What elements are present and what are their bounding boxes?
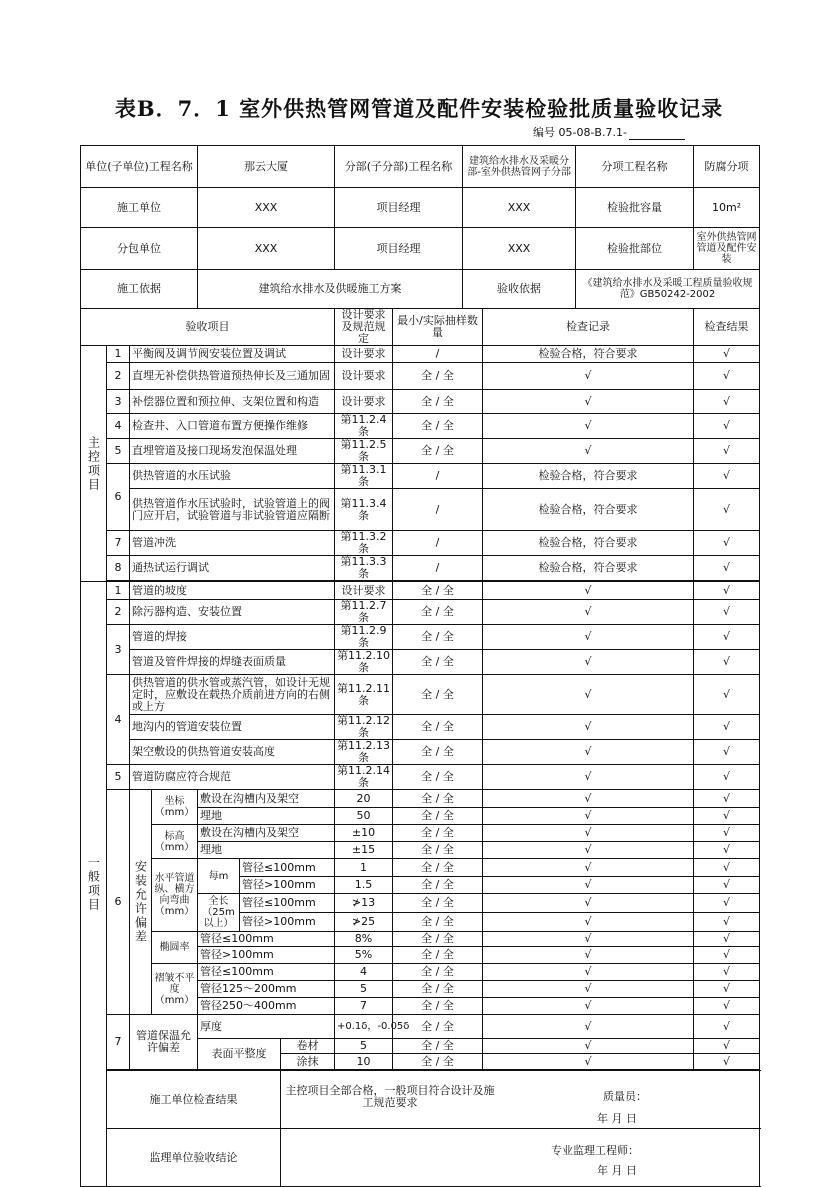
result-value: √: [694, 981, 760, 998]
ovality-label: 椭圆率: [152, 932, 198, 964]
design-value: 第11.2.11条: [335, 675, 393, 715]
design-value: 第11.2.9条: [335, 625, 393, 650]
result-value: √: [694, 790, 760, 808]
result-value: √: [694, 740, 760, 765]
inspection-table: [80, 145, 760, 1187]
record-value: √: [483, 390, 694, 414]
item-text: 管道及管件焊接的焊缝表面质量: [130, 650, 335, 675]
item-text: 通热试运行调试: [130, 556, 335, 581]
record-value: √: [483, 582, 694, 600]
part-label: 检验批部位: [576, 228, 694, 270]
record-value: √: [483, 825, 694, 842]
dev-text: 管径>100mm: [198, 947, 335, 964]
record-value: √: [483, 765, 694, 790]
col-record: 检查记录: [483, 309, 694, 346]
design-value: 第11.3.3条: [335, 556, 393, 581]
sample-value: 全 / 全: [393, 790, 483, 808]
item-no: 3: [107, 625, 130, 675]
result-value: √: [694, 650, 760, 675]
insulation-label: 管道保温允许偏差: [130, 1015, 198, 1070]
sample-value: 全 / 全: [393, 932, 483, 947]
result-value: √: [694, 582, 760, 600]
acceptance-value: 《建筑给水排水及采暖工程质量验收规范》GB50242-2002: [576, 270, 760, 309]
item-text: 管道的坡度: [130, 582, 335, 600]
sample-value: 全 / 全: [393, 894, 483, 913]
record-value: √: [483, 894, 694, 913]
horizontal-bend-label: 水平管道纵、横方向弯曲（mm）: [152, 859, 198, 932]
per-meter-label: 每m: [198, 859, 240, 894]
design-value: 设计要求: [335, 390, 393, 414]
item-no: 8: [107, 556, 130, 581]
design-value: 第11.3.2条: [335, 531, 393, 556]
item-text: 补偿器位置和预拉伸、支架位置和构造: [130, 390, 335, 414]
sample-value: 全 / 全: [393, 1054, 483, 1070]
record-value: √: [483, 947, 694, 964]
record-value: √: [483, 932, 694, 947]
sample-value: 全 / 全: [393, 981, 483, 998]
design-value: 8%: [335, 932, 393, 947]
contractor-label: 施工单位: [81, 188, 198, 228]
design-value: ±10: [335, 825, 393, 842]
dev-text: 敷设在沟槽内及架空: [198, 790, 335, 808]
basis-label: 施工依据: [81, 270, 198, 309]
item-text: 地沟内的管道安装位置: [130, 715, 335, 740]
sample-value: 全 / 全: [393, 439, 483, 464]
record-value: √: [483, 842, 694, 859]
dev-text: 埋地: [198, 842, 335, 859]
result-value: √: [694, 825, 760, 842]
item-text: 检查井、入口管道布置方便操作维修: [130, 414, 335, 439]
sample-value: 全 / 全: [393, 582, 483, 600]
design-value: 第11.2.7条: [335, 600, 393, 625]
col-sample: 最小/实际抽样数量: [393, 309, 483, 346]
item-no: 5: [107, 439, 130, 464]
result-value: √: [694, 913, 760, 932]
result-value: √: [694, 964, 760, 981]
supervisor-result: [281, 1129, 760, 1187]
record-value: √: [483, 877, 694, 894]
sub-label: 分部(子分部)工程名称: [335, 146, 463, 188]
sample-value: 全 / 全: [393, 414, 483, 439]
design-value: 4: [335, 964, 393, 981]
design-value: 第11.2.10条: [335, 650, 393, 675]
sample-value: 全 / 全: [393, 675, 483, 715]
main-control-label: 主控项目: [81, 346, 107, 582]
sample-value: 全 / 全: [393, 808, 483, 825]
full-length-label: 全长（25m以上）: [198, 894, 240, 932]
record-value: √: [483, 625, 694, 650]
dev-text: 管径≤100mm: [240, 859, 335, 877]
result-value: √: [694, 877, 760, 894]
deviation-label: 安装允许偏差: [130, 790, 152, 1015]
contractor-result-text: 主控项目全部合格，一般项目符合设计及施工规范要求: [285, 1084, 495, 1109]
result-value: √: [694, 842, 760, 859]
dev-text: 管径250～400mm: [198, 998, 335, 1015]
sample-value: 全 / 全: [393, 740, 483, 765]
part-value: 室外供热管网管道及配件安装: [694, 228, 760, 270]
sample-value: 全 / 全: [393, 363, 483, 390]
qc-date: 年 月 日: [597, 1112, 638, 1125]
elevation-label: 标高（mm）: [152, 825, 198, 859]
record-value: √: [483, 1015, 694, 1039]
sample-value: /: [393, 464, 483, 489]
result-value: √: [694, 600, 760, 625]
sample-value: 全 / 全: [393, 765, 483, 790]
capacity-label: 检验批容量: [576, 188, 694, 228]
result-value: √: [694, 715, 760, 740]
contractor-result-label: 施工单位检查结果: [107, 1071, 281, 1129]
design-value: 1.5: [335, 877, 393, 894]
design-value: 设计要求: [335, 582, 393, 600]
item-no: 1: [107, 582, 130, 600]
pm2-value: XXX: [463, 228, 576, 270]
result-value: √: [694, 439, 760, 464]
subcontractor-value: XXX: [198, 228, 335, 270]
document-code: 编号 05-08-B.7.1-: [533, 124, 685, 140]
result-value: √: [694, 932, 760, 947]
dev-text: 涂抹: [281, 1054, 335, 1070]
design-value: 7: [335, 998, 393, 1015]
design-value: ±15: [335, 842, 393, 859]
item-no: 4: [107, 675, 130, 765]
sample-value: /: [393, 556, 483, 581]
item-text: 平衡阀及调节阀安装位置及调试: [130, 346, 335, 363]
design-value: +0.1δ，-0.05δ: [335, 1015, 393, 1039]
pm-label: 项目经理: [335, 188, 463, 228]
supervisor-date: 年 月 日: [597, 1164, 638, 1177]
sample-value: /: [393, 346, 483, 363]
design-value: 10: [335, 1054, 393, 1070]
record-value: √: [483, 1039, 694, 1054]
coord-label: 坐标（mm）: [152, 790, 198, 825]
subcontractor-label: 分包单位: [81, 228, 198, 270]
result-value: √: [694, 894, 760, 913]
item-no: 2: [107, 363, 130, 390]
design-value: 1: [335, 859, 393, 877]
record-value: 检验合格，符合要求: [483, 556, 694, 581]
supervisor-label: 监理单位验收结论: [107, 1129, 281, 1187]
dev-text: 管径≤100mm: [198, 964, 335, 981]
item-text: 供热管道的供水管或蒸汽管，如设计无规定时，应敷设在载热介质前进方向的右侧或上方: [130, 675, 335, 715]
design-value: 设计要求: [335, 346, 393, 363]
record-value: √: [483, 913, 694, 932]
unit-label: 单位(子单位)工程名称: [81, 146, 198, 188]
result-value: √: [694, 1054, 760, 1070]
item-no: 6: [107, 790, 130, 1015]
dev-text: 厚度: [198, 1015, 335, 1039]
dev-text: 卷材: [281, 1039, 335, 1054]
design-value: 5%: [335, 947, 393, 964]
record-value: √: [483, 675, 694, 715]
record-value: 检验合格，符合要求: [483, 489, 694, 531]
record-value: √: [483, 740, 694, 765]
record-value: √: [483, 363, 694, 390]
design-value: 第11.2.5条: [335, 439, 393, 464]
result-value: √: [694, 765, 760, 790]
dev-text: 敷设在沟槽内及架空: [198, 825, 335, 842]
design-value: 5: [335, 981, 393, 998]
record-value: √: [483, 790, 694, 808]
record-value: √: [483, 414, 694, 439]
item-text: 架空敷设的供热管道安装高度: [130, 740, 335, 765]
design-value: ≯25: [335, 913, 393, 932]
record-value: √: [483, 859, 694, 877]
record-value: √: [483, 650, 694, 675]
result-value: √: [694, 947, 760, 964]
sample-value: 全 / 全: [393, 1015, 483, 1039]
record-value: √: [483, 998, 694, 1015]
design-value: 第11.2.12条: [335, 715, 393, 740]
col-item: 验收项目: [81, 309, 335, 346]
record-value: √: [483, 981, 694, 998]
item-text: 管道的焊接: [130, 625, 335, 650]
basis-value: 建筑给水排水及供暖施工方案: [198, 270, 463, 309]
result-value: √: [694, 998, 760, 1015]
result-value: √: [694, 625, 760, 650]
flatness-label: 表面平整度: [198, 1039, 281, 1070]
item-text: 直埋管道及接口现场发泡保温处理: [130, 439, 335, 464]
design-value: 20: [335, 790, 393, 808]
sub-value: 建筑给水排水及采暖分部-室外供热管网子分部: [463, 146, 576, 188]
design-value: 5: [335, 1039, 393, 1054]
item-text: 除污器构造、安装位置: [130, 600, 335, 625]
record-value: 检验合格，符合要求: [483, 531, 694, 556]
sample-value: 全 / 全: [393, 998, 483, 1015]
sample-value: 全 / 全: [393, 913, 483, 932]
design-value: 第11.3.4条: [335, 489, 393, 531]
col-design: 设计要求及规范规定: [335, 309, 393, 346]
record-value: √: [483, 964, 694, 981]
item-label: 分项工程名称: [576, 146, 694, 188]
result-value: √: [694, 808, 760, 825]
record-value: √: [483, 439, 694, 464]
design-value: 第11.2.13条: [335, 740, 393, 765]
item-text: 供热管道的水压试验: [130, 464, 335, 489]
contractor-result: [281, 1071, 760, 1129]
record-value: √: [483, 715, 694, 740]
record-value: √: [483, 600, 694, 625]
sample-value: 全 / 全: [393, 650, 483, 675]
result-value: √: [694, 363, 760, 390]
design-value: 第11.3.1条: [335, 464, 393, 489]
item-value: 防腐分项: [694, 146, 760, 188]
item-no: 3: [107, 390, 130, 414]
design-value: 50: [335, 808, 393, 825]
result-value: √: [694, 1015, 760, 1039]
sample-value: 全 / 全: [393, 390, 483, 414]
capacity-value: 10m²: [694, 188, 760, 228]
dev-text: 管径125～200mm: [198, 981, 335, 998]
item-text: 管道防腐应符合规范: [130, 765, 335, 790]
item-no: 7: [107, 1015, 130, 1070]
result-value: √: [694, 464, 760, 489]
general-label: 一般项目: [81, 582, 107, 1187]
sample-value: /: [393, 531, 483, 556]
item-text: 供热管道作水压试验时，试验管道上的阀门应开启，试验管道与非试验管道应隔断: [130, 489, 335, 531]
design-value: 设计要求: [335, 363, 393, 390]
document-title: 表B．7．1 室外供热管网管道及配件安装检验批质量验收记录: [114, 96, 724, 121]
sample-value: 全 / 全: [393, 842, 483, 859]
result-value: √: [694, 859, 760, 877]
dev-text: 管径≤100mm: [198, 932, 335, 947]
record-value: √: [483, 1054, 694, 1070]
result-value: √: [694, 346, 760, 363]
sample-value: 全 / 全: [393, 625, 483, 650]
item-text: 直埋无补偿供热管道预热伸长及三通加固: [130, 363, 335, 390]
result-value: √: [694, 414, 760, 439]
record-value: √: [483, 808, 694, 825]
sample-value: 全 / 全: [393, 964, 483, 981]
result-value: √: [694, 531, 760, 556]
result-value: √: [694, 556, 760, 581]
sample-value: 全 / 全: [393, 715, 483, 740]
dev-text: 管径≤100mm: [240, 894, 335, 913]
sample-value: 全 / 全: [393, 600, 483, 625]
result-value: √: [694, 675, 760, 715]
supervisor-engineer-label: 专业监理工程师：: [551, 1144, 640, 1157]
col-result: 检查结果: [694, 309, 760, 346]
item-no: 2: [107, 600, 130, 625]
sample-value: 全 / 全: [393, 825, 483, 842]
dev-text: 管径>100mm: [240, 913, 335, 932]
result-value: √: [694, 1039, 760, 1054]
result-value: √: [694, 489, 760, 531]
pm2-label: 项目经理: [335, 228, 463, 270]
qc-label: 质量员：: [603, 1090, 648, 1103]
record-value: 检验合格，符合要求: [483, 346, 694, 363]
dev-text: 管径>100mm: [240, 877, 335, 894]
sample-value: 全 / 全: [393, 877, 483, 894]
sample-value: 全 / 全: [393, 859, 483, 877]
dev-text: 埋地: [198, 808, 335, 825]
item-no: 6: [107, 464, 130, 531]
design-value: 第11.2.14条: [335, 765, 393, 790]
item-no: 4: [107, 414, 130, 439]
sample-value: 全 / 全: [393, 1039, 483, 1054]
record-value: 检验合格，符合要求: [483, 464, 694, 489]
design-value: ≯13: [335, 894, 393, 913]
item-text: 管道冲洗: [130, 531, 335, 556]
wrinkle-label: 褶皱不平度（mm）: [152, 964, 198, 1015]
sample-value: 全 / 全: [393, 947, 483, 964]
sample-value: /: [393, 489, 483, 531]
design-value: 第11.2.4条: [335, 414, 393, 439]
contractor-value: XXX: [198, 188, 335, 228]
item-no: 5: [107, 765, 130, 790]
item-no: 7: [107, 531, 130, 556]
item-no: 1: [107, 346, 130, 363]
unit-value: 那云大厦: [198, 146, 335, 188]
acceptance-label: 验收依据: [463, 270, 576, 309]
pm-value: XXX: [463, 188, 576, 228]
result-value: √: [694, 390, 760, 414]
